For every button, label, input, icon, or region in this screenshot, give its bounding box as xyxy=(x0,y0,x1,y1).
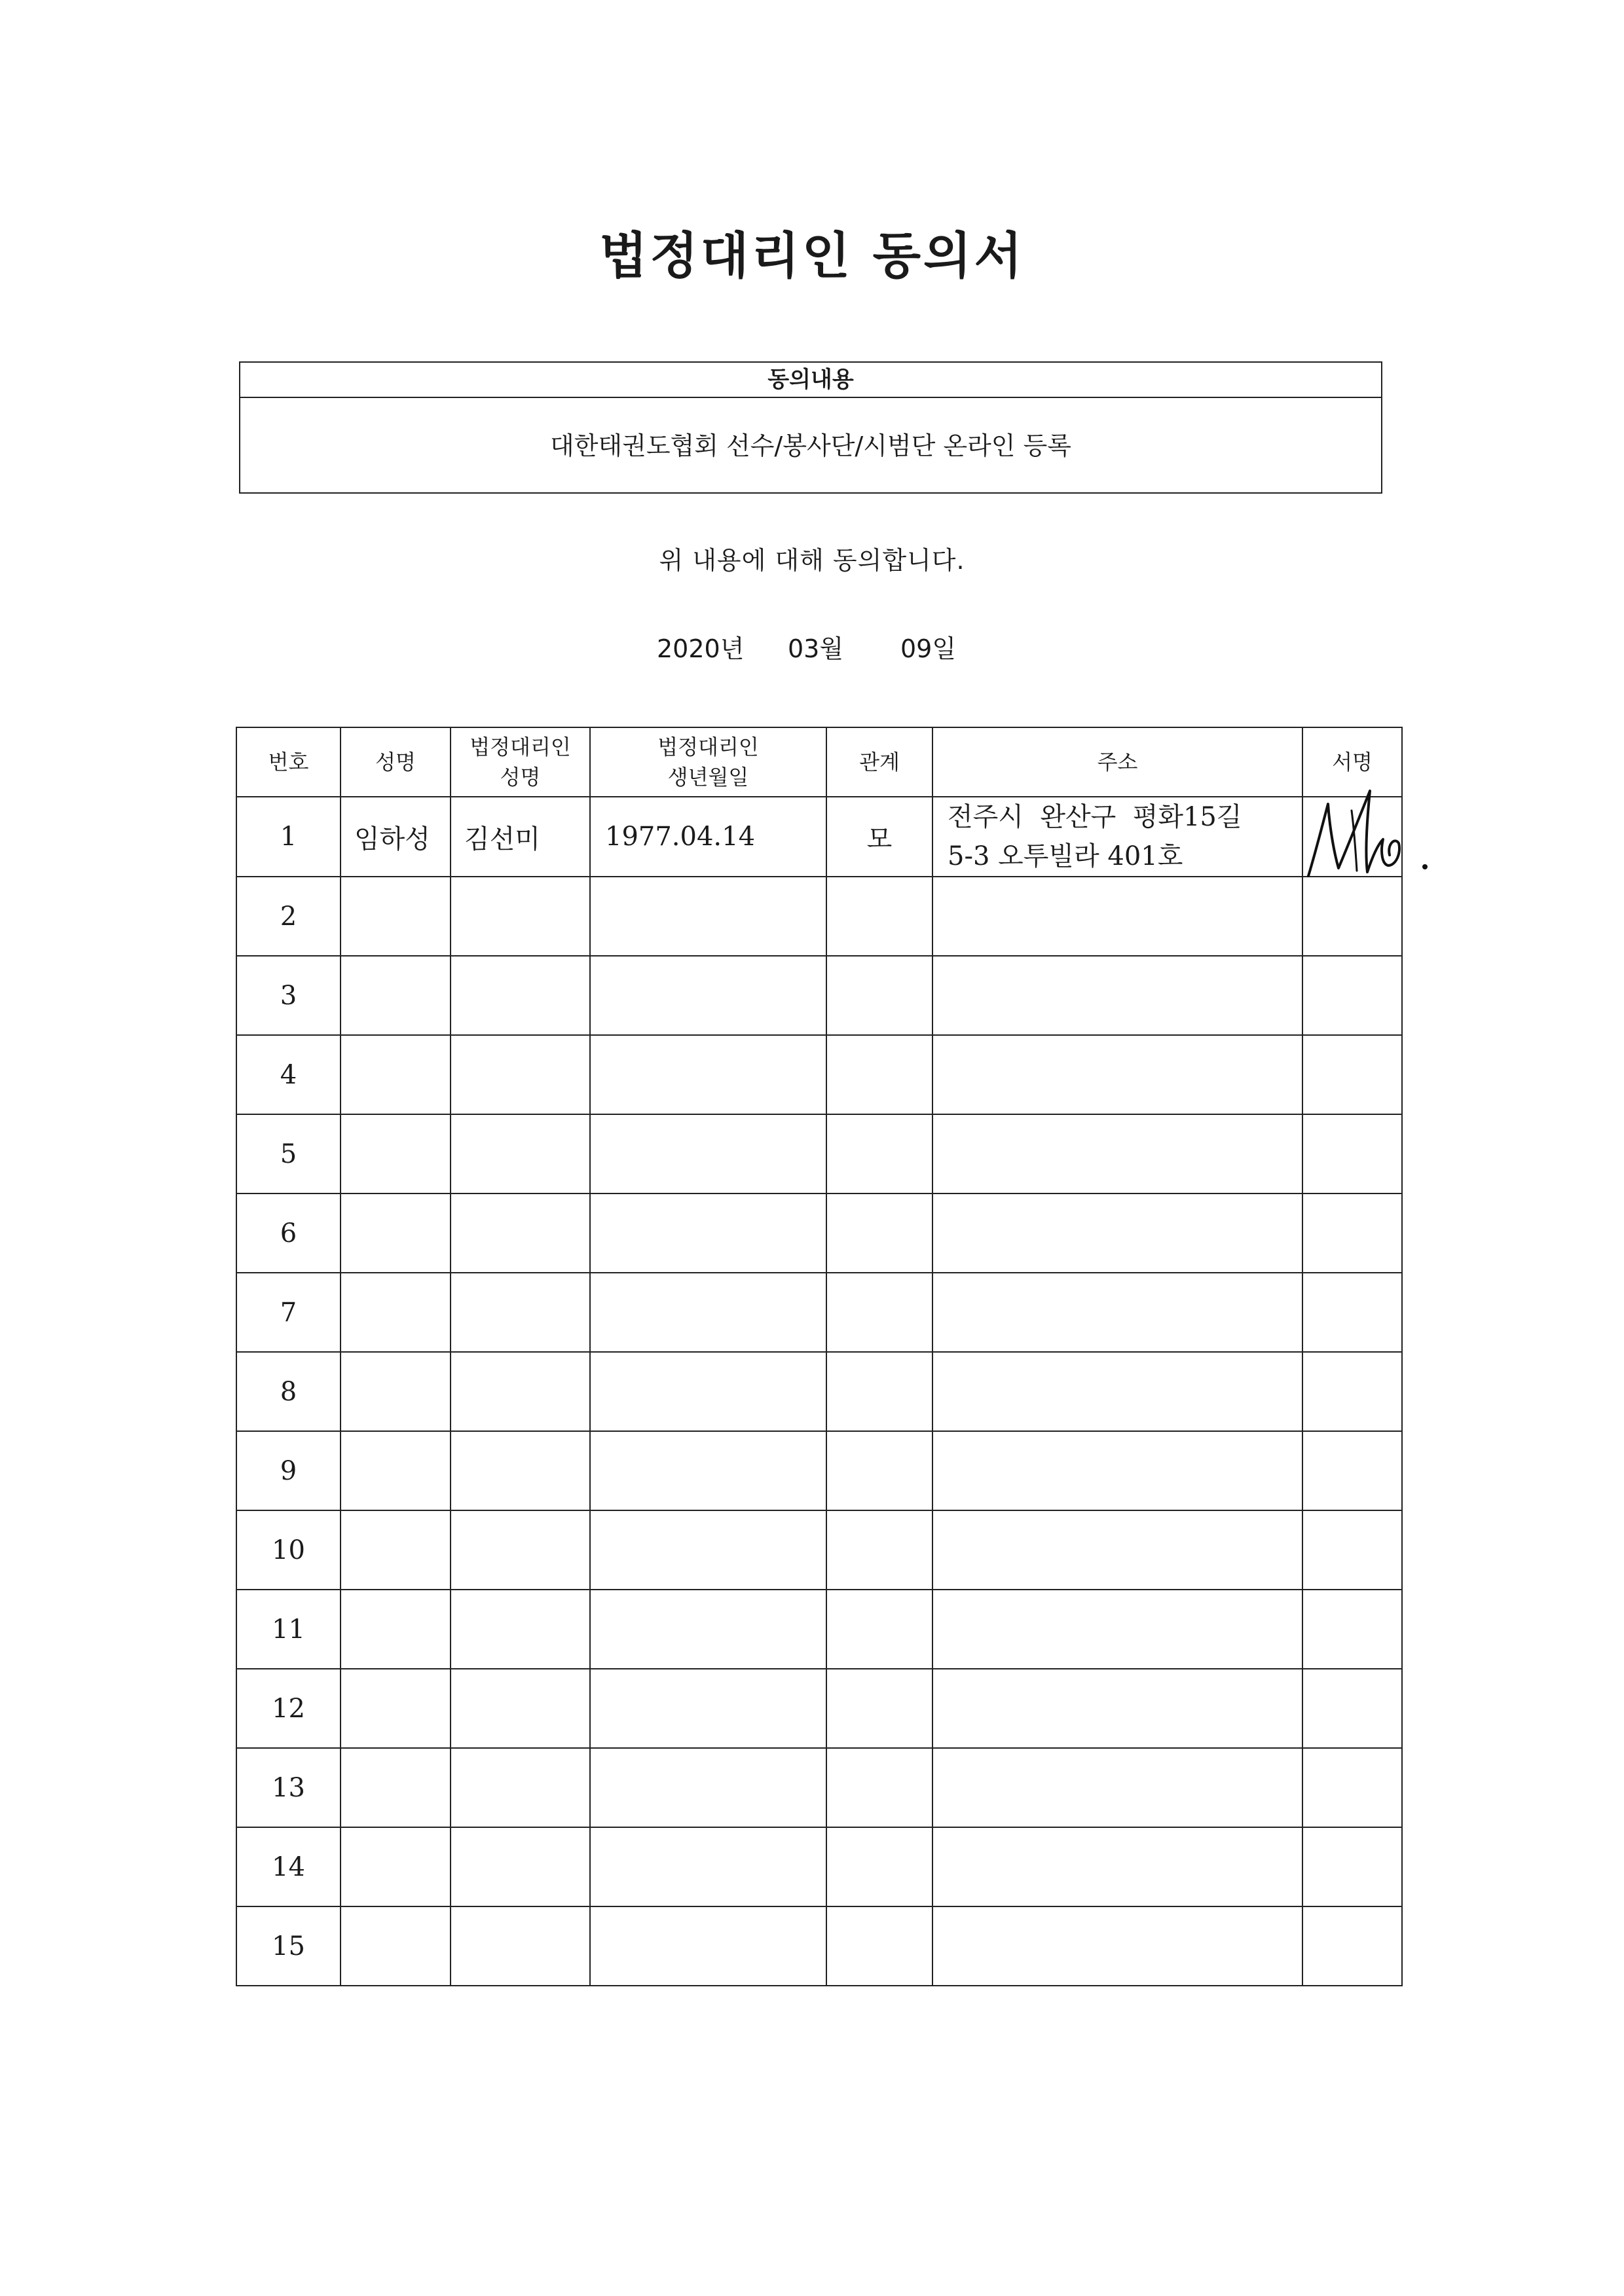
row-number: 11 xyxy=(236,1590,341,1669)
row-relation xyxy=(826,1035,932,1114)
row-signature xyxy=(1302,797,1402,877)
row-guardian-birth xyxy=(590,1273,826,1352)
row-signature xyxy=(1302,1194,1402,1273)
row-address: 전주시 완산구 평화15길 5-3 오투빌라 401호 xyxy=(932,797,1302,877)
row-address xyxy=(932,1748,1302,1827)
row-address xyxy=(932,1352,1302,1431)
row-guardian-name xyxy=(451,956,590,1035)
row-guardian-birth xyxy=(590,1194,826,1273)
row-name xyxy=(341,1352,451,1431)
row-guardian-name xyxy=(451,1906,590,1986)
row-guardian-name xyxy=(451,1352,590,1431)
row-number: 12 xyxy=(236,1669,341,1748)
handwritten-signature xyxy=(1297,784,1441,889)
row-guardian-birth xyxy=(590,1035,826,1114)
row-address xyxy=(932,956,1302,1035)
row-name xyxy=(341,1827,451,1906)
header-signature: 서명 xyxy=(1302,727,1402,797)
row-signature xyxy=(1302,1273,1402,1352)
row-address xyxy=(932,1035,1302,1114)
row-signature xyxy=(1302,1590,1402,1669)
table-row xyxy=(236,1827,1402,1906)
table-row xyxy=(236,1748,1402,1827)
consent-box xyxy=(239,361,1382,494)
row-relation xyxy=(826,1194,932,1273)
header-name: 성명 xyxy=(341,727,451,797)
row-guardian-birth xyxy=(590,1669,826,1748)
row-address xyxy=(932,1827,1302,1906)
row-signature xyxy=(1302,1906,1402,1986)
row-name: 임하성 xyxy=(341,797,451,877)
row-guardian-name xyxy=(451,1431,590,1510)
row-number: 6 xyxy=(236,1194,341,1273)
table-row xyxy=(236,1669,1402,1748)
row-name xyxy=(341,1906,451,1986)
table-row xyxy=(236,1273,1402,1352)
row-guardian-birth: 1977.04.14 xyxy=(590,797,826,877)
table-row xyxy=(236,877,1402,956)
table-header-row xyxy=(236,727,1402,797)
row-guardian-birth xyxy=(590,1827,826,1906)
row-signature xyxy=(1302,1510,1402,1590)
row-address xyxy=(932,1906,1302,1986)
row-guardian-name xyxy=(451,877,590,956)
row-relation xyxy=(826,1352,932,1431)
table-row xyxy=(236,1114,1402,1194)
row-relation xyxy=(826,1827,932,1906)
table-row xyxy=(236,956,1402,1035)
table-row xyxy=(236,1590,1402,1669)
row-address xyxy=(932,1590,1302,1669)
row-number: 15 xyxy=(236,1906,341,1986)
row-number: 10 xyxy=(236,1510,341,1590)
row-guardian-name xyxy=(451,1669,590,1748)
row-name xyxy=(341,1669,451,1748)
row-address xyxy=(932,877,1302,956)
row-signature xyxy=(1302,1748,1402,1827)
table-row xyxy=(236,1194,1402,1273)
row-name xyxy=(341,1431,451,1510)
date-year: 2020년 xyxy=(657,634,745,663)
row-relation xyxy=(826,1669,932,1748)
row-guardian-name xyxy=(451,1510,590,1590)
header-number: 번호 xyxy=(236,727,341,797)
row-name xyxy=(341,1273,451,1352)
row-guardian-name: 김선미 xyxy=(451,797,590,877)
row-relation xyxy=(826,956,932,1035)
row-guardian-birth xyxy=(590,956,826,1035)
row-guardian-name xyxy=(451,1194,590,1273)
header-guardian-birth-text: 법정대리인 생년월일 xyxy=(657,735,759,790)
row-name xyxy=(341,1510,451,1590)
header-guardian-name-text: 법정대리인 성명 xyxy=(470,735,571,790)
header-guardian-name xyxy=(451,727,590,797)
row-signature xyxy=(1302,1431,1402,1510)
row-guardian-name xyxy=(451,1114,590,1194)
header-address: 주소 xyxy=(932,727,1302,797)
row-guardian-name xyxy=(451,1273,590,1352)
row-number: 8 xyxy=(236,1352,341,1431)
row-name xyxy=(341,877,451,956)
row-guardian-birth xyxy=(590,1510,826,1590)
row-name xyxy=(341,1748,451,1827)
row-guardian-name xyxy=(451,1748,590,1827)
row-relation xyxy=(826,877,932,956)
row-number: 14 xyxy=(236,1827,341,1906)
row-number: 1 xyxy=(236,797,341,877)
row-address xyxy=(932,1114,1302,1194)
row-guardian-birth xyxy=(590,877,826,956)
row-relation: 모 xyxy=(826,797,932,877)
row-guardian-birth xyxy=(590,1906,826,1986)
table-row xyxy=(236,1906,1402,1986)
row-signature xyxy=(1302,1114,1402,1194)
row-address xyxy=(932,1669,1302,1748)
row-number: 7 xyxy=(236,1273,341,1352)
row-signature xyxy=(1302,1035,1402,1114)
row-number: 3 xyxy=(236,956,341,1035)
row-name xyxy=(341,956,451,1035)
row-guardian-birth xyxy=(590,1590,826,1669)
row-address xyxy=(932,1510,1302,1590)
consent-header: 동의내용 xyxy=(240,363,1381,398)
row-relation xyxy=(826,1114,932,1194)
row-address xyxy=(932,1194,1302,1273)
row-number: 4 xyxy=(236,1035,341,1114)
consent-content: 대한태권도협회 선수/봉사단/시범단 온라인 등록 xyxy=(549,431,1071,460)
row-number: 9 xyxy=(236,1431,341,1510)
row-guardian-name xyxy=(451,1590,590,1669)
date-month: 03월 xyxy=(788,634,844,663)
row-relation xyxy=(826,1590,932,1669)
row-name xyxy=(341,1114,451,1194)
table-row xyxy=(236,1035,1402,1114)
row-relation xyxy=(826,1748,932,1827)
row-relation xyxy=(826,1510,932,1590)
row-relation xyxy=(826,1906,932,1986)
row-guardian-birth xyxy=(590,1352,826,1431)
row-guardian-birth xyxy=(590,1114,826,1194)
table-body xyxy=(236,797,1402,1986)
row-guardian-birth xyxy=(590,1748,826,1827)
document-title: 법정대리인 동의서 xyxy=(599,227,1025,285)
row-address xyxy=(932,1431,1302,1510)
date-day: 09일 xyxy=(900,634,957,663)
header-guardian-birth xyxy=(590,727,826,797)
row-relation xyxy=(826,1431,932,1510)
agreement-statement: 위 내용에 대해 동의합니다. xyxy=(659,546,965,575)
row-guardian-name xyxy=(451,1035,590,1114)
row-signature xyxy=(1302,1827,1402,1906)
table-row xyxy=(236,1352,1402,1431)
date-line xyxy=(657,629,956,665)
row-name xyxy=(341,1194,451,1273)
row-guardian-birth xyxy=(590,1431,826,1510)
row-name xyxy=(341,1035,451,1114)
row-guardian-name xyxy=(451,1827,590,1906)
table-row xyxy=(236,1510,1402,1590)
row-number: 13 xyxy=(236,1748,341,1827)
row-signature xyxy=(1302,1352,1402,1431)
row-signature xyxy=(1302,956,1402,1035)
row-number: 5 xyxy=(236,1114,341,1194)
header-relation: 관계 xyxy=(826,727,932,797)
registration-table xyxy=(236,727,1403,1986)
table-row xyxy=(236,797,1402,877)
row-relation xyxy=(826,1273,932,1352)
row-address xyxy=(932,1273,1302,1352)
row-name xyxy=(341,1590,451,1669)
row-number: 2 xyxy=(236,877,341,956)
row-signature xyxy=(1302,1669,1402,1748)
table-row xyxy=(236,1431,1402,1510)
